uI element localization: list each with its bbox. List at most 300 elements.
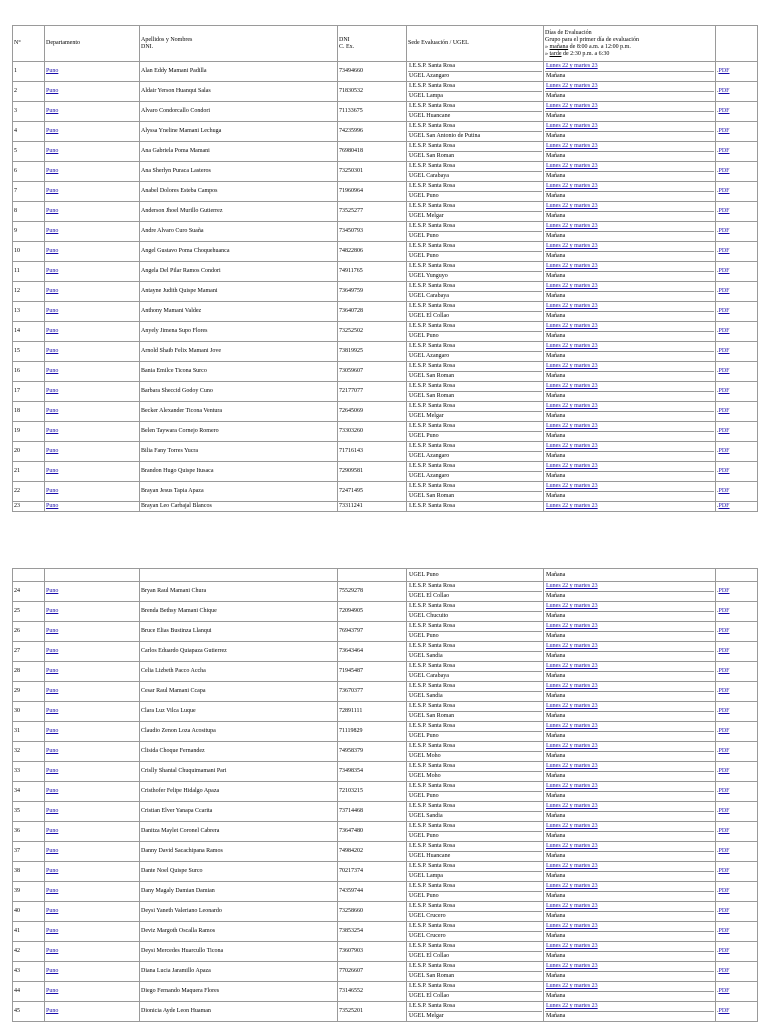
turno: Mañana [545, 231, 714, 241]
pdf-link[interactable]: PDF [718, 908, 730, 914]
sede-name: I.E.S.P. Santa Rosa [409, 163, 456, 169]
ugel-name: UGEL Lampa [408, 91, 542, 101]
pdf-link[interactable]: PDF [718, 208, 730, 214]
department-link[interactable]: Puno [46, 848, 59, 854]
pdf-dot: . [717, 248, 719, 254]
dias-link[interactable]: Lunes 22 y martes 23 [546, 283, 598, 289]
pdf-link[interactable]: PDF [718, 628, 730, 634]
sede-name: I.E.S.P. Santa Rosa [409, 863, 456, 869]
pdf-link[interactable]: PDF [718, 388, 730, 394]
table-row [13, 162, 758, 182]
dias-link[interactable]: Lunes 22 y martes 23 [546, 583, 598, 589]
turno: Mañana [545, 91, 714, 101]
turno: Mañana [545, 491, 714, 501]
pdf-link[interactable]: PDF [718, 148, 730, 154]
candidate-name: Becker Alexander Ticona Ventura [140, 402, 338, 422]
dias-link[interactable]: Lunes 22 y martes 23 [546, 723, 598, 729]
dias-link[interactable]: Lunes 22 y martes 23 [546, 243, 598, 249]
candidate-dni: 73643464 [338, 642, 407, 662]
dias-link[interactable]: Lunes 22 y martes 23 [546, 983, 598, 989]
dias-link[interactable]: Lunes 22 y martes 23 [546, 883, 598, 889]
pdf-dot: . [717, 668, 719, 674]
row-number: 17 [13, 382, 45, 402]
row-number: 15 [13, 342, 45, 362]
candidate-name: Anabel Dolores Esteba Campos [140, 182, 338, 202]
dias-link[interactable]: Lunes 22 y martes 23 [546, 83, 598, 89]
department-link[interactable]: Puno [46, 503, 59, 509]
dias-link[interactable]: Lunes 22 y martes 23 [546, 823, 598, 829]
candidate-dni: 74984202 [338, 842, 407, 862]
candidate-dni: 70217374 [338, 862, 407, 882]
pdf-dot: . [717, 728, 719, 734]
turno: Mañana [545, 651, 714, 661]
department-link[interactable]: Puno [46, 128, 59, 134]
dias-link[interactable]: Lunes 22 y martes 23 [546, 223, 598, 229]
pdf-link[interactable]: PDF [718, 488, 730, 494]
candidate-dni: 76943797 [338, 622, 407, 642]
dias-link[interactable]: Lunes 22 y martes 23 [546, 803, 598, 809]
candidate-name: Clisida Choque Fernandez [140, 742, 338, 762]
department-link[interactable]: Puno [46, 348, 59, 354]
row-number: 5 [13, 142, 45, 162]
department-link[interactable]: Puno [46, 588, 59, 594]
department-link[interactable]: Puno [46, 808, 59, 814]
sede-name: I.E.S.P. Santa Rosa [409, 923, 456, 929]
department-link[interactable]: Puno [46, 288, 59, 294]
ugel-name: UGEL Chucuito [408, 611, 542, 621]
turno: Mañana [545, 751, 714, 761]
turno: Mañana [545, 351, 714, 361]
dias-link[interactable]: Lunes 22 y martes 23 [546, 343, 598, 349]
table-row [13, 642, 758, 662]
dias-link[interactable]: Lunes 22 y martes 23 [546, 763, 598, 769]
table-row [13, 202, 758, 222]
department-link[interactable]: Puno [46, 408, 59, 414]
table-row [13, 502, 758, 512]
candidate-dni: 73498354 [338, 762, 407, 782]
department-link[interactable]: Puno [46, 608, 59, 614]
department-link[interactable]: Puno [46, 1008, 59, 1014]
pdf-dot: . [717, 168, 719, 174]
pdf-dot: . [717, 448, 719, 454]
dias-link[interactable]: Lunes 22 y martes 23 [546, 643, 598, 649]
dias-link[interactable]: Lunes 22 y martes 23 [546, 463, 598, 469]
candidate-dni: 74911765 [338, 262, 407, 282]
dias-link[interactable]: Lunes 22 y martes 23 [546, 103, 598, 109]
dias-link[interactable]: Lunes 22 y martes 23 [546, 783, 598, 789]
header-dias-t-word: tarde [549, 50, 562, 57]
table-row [13, 942, 758, 962]
candidate-name: Cristian Elver Yanapa Ccarita [140, 802, 338, 822]
header-dias-sub: Grupo para el primer día de evaluación [545, 36, 639, 43]
candidate-dni: 73853254 [338, 922, 407, 942]
dias-link[interactable]: Lunes 22 y martes 23 [546, 203, 598, 209]
dias-link[interactable]: Lunes 22 y martes 23 [546, 503, 598, 509]
department-link[interactable]: Puno [46, 668, 59, 674]
department-link[interactable]: Puno [46, 748, 59, 754]
pdf-link[interactable]: PDF [718, 608, 730, 614]
row-number: 31 [13, 722, 45, 742]
pdf-dot: . [717, 328, 719, 334]
pdf-link[interactable]: PDF [718, 288, 730, 294]
candidate-dni: 73649759 [338, 282, 407, 302]
row-number: 8 [13, 202, 45, 222]
pdf-link[interactable]: PDF [718, 448, 730, 454]
header-dias-t-bullet: » [545, 50, 550, 57]
department-link[interactable]: Puno [46, 688, 59, 694]
department-link[interactable]: Puno [46, 488, 59, 494]
dias-link[interactable]: Lunes 22 y martes 23 [546, 903, 598, 909]
pdf-dot: . [717, 368, 719, 374]
pdf-dot: . [717, 788, 719, 794]
table-row [13, 362, 758, 382]
candidate-dni: 73059607 [338, 362, 407, 382]
pdf-dot: . [717, 848, 719, 854]
candidate-dni: 71716143 [338, 442, 407, 462]
dias-link[interactable]: Lunes 22 y martes 23 [546, 123, 598, 129]
sede-name: I.E.S.P. Santa Rosa [409, 283, 456, 289]
pdf-dot: . [717, 68, 719, 74]
pdf-dot: . [717, 988, 719, 994]
candidate-name: Dante Noel Quispe Surco [140, 862, 338, 882]
row-number: 2 [13, 82, 45, 102]
row-number: 9 [13, 222, 45, 242]
department-link[interactable]: Puno [46, 368, 59, 374]
candidate-dni: 73252502 [338, 322, 407, 342]
candidate-dni: 76980418 [338, 142, 407, 162]
pdf-link[interactable]: PDF [718, 308, 730, 314]
pdf-link[interactable]: PDF [718, 328, 730, 334]
turno: Mañana [545, 671, 714, 681]
candidate-dni: 73303260 [338, 422, 407, 442]
sede-name: I.E.S.P. Santa Rosa [409, 603, 456, 609]
candidate-dni: 72094905 [338, 602, 407, 622]
dias-link[interactable]: Lunes 22 y martes 23 [546, 163, 598, 169]
pdf-link[interactable]: PDF [718, 648, 730, 654]
dias-link[interactable]: Lunes 22 y martes 23 [546, 423, 598, 429]
ugel-name: UGEL San Roman [408, 491, 542, 501]
pdf-link[interactable]: PDF [718, 268, 730, 274]
turno: Mañana [545, 731, 714, 741]
dias-link[interactable]: Lunes 22 y martes 23 [546, 683, 598, 689]
row-number: 41 [13, 922, 45, 942]
dias-link[interactable]: Lunes 22 y martes 23 [546, 303, 598, 309]
header-dias-title: Días de Evaluación [545, 29, 592, 36]
sede-name: I.E.S.P. Santa Rosa [409, 783, 456, 789]
ugel-name: UGEL Carabaya [408, 671, 542, 681]
dias-link[interactable]: Lunes 22 y martes 23 [546, 863, 598, 869]
table-row [13, 582, 758, 602]
pdf-link[interactable]: PDF [718, 968, 730, 974]
department-link[interactable]: Puno [46, 768, 59, 774]
ugel-name: UGEL Azangaro [408, 71, 542, 81]
turno: Mañana [545, 711, 714, 721]
dias-link[interactable]: Lunes 22 y martes 23 [546, 603, 598, 609]
pdf-dot: . [717, 708, 719, 714]
pdf-link[interactable]: PDF [718, 588, 730, 594]
department-link[interactable]: Puno [46, 268, 59, 274]
pdf-link[interactable]: PDF [718, 668, 730, 674]
dias-link[interactable]: Lunes 22 y martes 23 [546, 403, 598, 409]
table-row [13, 322, 758, 342]
table-row [13, 762, 758, 782]
pdf-link[interactable]: PDF [718, 408, 730, 414]
table-row [13, 802, 758, 822]
candidate-name: Barbara Sheccid Godoy Cuno [140, 382, 338, 402]
pdf-link[interactable]: PDF [718, 708, 730, 714]
pdf-link[interactable]: PDF [718, 788, 730, 794]
candidate-dni: 74359744 [338, 882, 407, 902]
pdf-dot: . [717, 908, 719, 914]
ugel-name: UGEL San Roman [408, 391, 542, 401]
pdf-dot: . [717, 608, 719, 614]
pdf-link[interactable]: PDF [718, 168, 730, 174]
row-number: 7 [13, 182, 45, 202]
candidate-name: Diego Fernando Maquera Flores [140, 982, 338, 1002]
row-number: 11 [13, 262, 45, 282]
table-row [13, 402, 758, 422]
department-link[interactable]: Puno [46, 68, 59, 74]
ugel-name: UGEL Carabaya [408, 291, 542, 301]
pdf-dot: . [717, 488, 719, 494]
pdf-link[interactable]: PDF [718, 988, 730, 994]
table-row [13, 602, 758, 622]
cont-ugel: UGEL Puno [409, 571, 439, 578]
dias-link[interactable]: Lunes 22 y martes 23 [546, 703, 598, 709]
pdf-link[interactable]: PDF [718, 928, 730, 934]
pdf-link[interactable]: PDF [718, 228, 730, 234]
table-row [13, 462, 758, 482]
cont-turno: Mañana [546, 571, 566, 578]
pdf-link[interactable]: PDF [718, 748, 730, 754]
pdf-dot: . [717, 828, 719, 834]
sede-name: I.E.S.P. Santa Rosa [409, 143, 456, 149]
dias-link[interactable]: Lunes 22 y martes 23 [546, 923, 598, 929]
department-link[interactable]: Puno [46, 308, 59, 314]
pdf-dot: . [717, 1008, 719, 1014]
turno: Mañana [545, 871, 714, 881]
header-department: Departamento [45, 26, 140, 62]
candidate-name: Carlos Eduardo Quiapaza Gutierrez [140, 642, 338, 662]
dias-link[interactable]: Lunes 22 y martes 23 [546, 443, 598, 449]
pdf-dot: . [717, 928, 719, 934]
candidate-name: Deysi Mercedes Huarcullo Ticona [140, 942, 338, 962]
header-names-dni: DNI. [141, 43, 154, 50]
sede-name: I.E.S.P. Santa Rosa [409, 803, 456, 809]
pdf-link[interactable]: PDF [718, 88, 730, 94]
department-link[interactable]: Puno [46, 948, 59, 954]
sede-name: I.E.S.P. Santa Rosa [409, 623, 456, 629]
ugel-name: UGEL San Roman [408, 711, 542, 721]
turno: Mañana [545, 371, 714, 381]
candidate-dni: 73640728 [338, 302, 407, 322]
ugel-name: UGEL Azangaro [408, 451, 542, 461]
row-number: 39 [13, 882, 45, 902]
dias-link[interactable]: Lunes 22 y martes 23 [546, 323, 598, 329]
sede-name: I.E.S.P. Santa Rosa [409, 843, 456, 849]
pdf-link[interactable]: PDF [718, 348, 730, 354]
ugel-name: UGEL Puno [408, 731, 542, 741]
dias-link[interactable]: Lunes 22 y martes 23 [546, 963, 598, 969]
table-row [13, 782, 758, 802]
ugel-name: UGEL Puno [408, 891, 542, 901]
dias-link[interactable]: Lunes 22 y martes 23 [546, 483, 598, 489]
department-link[interactable]: Puno [46, 708, 59, 714]
department-link[interactable]: Puno [46, 388, 59, 394]
pdf-link[interactable]: PDF [718, 128, 730, 134]
candidate-dni: 73258660 [338, 902, 407, 922]
department-link[interactable]: Puno [46, 428, 59, 434]
sede-name: I.E.S.P. Santa Rosa [409, 303, 456, 309]
sede-name: I.E.S.P. Santa Rosa [409, 503, 456, 509]
pdf-link[interactable]: PDF [718, 468, 730, 474]
department-link[interactable]: Puno [46, 648, 59, 654]
candidate-name: Brayan Leo Carbajal Blancos [140, 502, 338, 512]
results-table-page-2 [12, 568, 758, 1022]
dias-link[interactable]: Lunes 22 y martes 23 [546, 1003, 598, 1009]
department-link[interactable]: Puno [46, 88, 59, 94]
row-number: 30 [13, 702, 45, 722]
candidate-name: Crislly Shantal Chuquimamani Pari [140, 762, 338, 782]
pdf-dot: . [717, 688, 719, 694]
dias-link[interactable]: Lunes 22 y martes 23 [546, 623, 598, 629]
candidate-dni: 73250301 [338, 162, 407, 182]
turno: Mañana [545, 991, 714, 1001]
row-number: 12 [13, 282, 45, 302]
department-link[interactable]: Puno [46, 188, 59, 194]
department-link[interactable]: Puno [46, 888, 59, 894]
dias-link[interactable]: Lunes 22 y martes 23 [546, 63, 598, 69]
candidate-name: Brayan Jesus Tapia Apaza [140, 482, 338, 502]
candidate-name: Antayne Judith Quispe Mamani [140, 282, 338, 302]
department-link[interactable]: Puno [46, 148, 59, 154]
pdf-link[interactable]: PDF [718, 368, 730, 374]
dias-link[interactable]: Lunes 22 y martes 23 [546, 383, 598, 389]
candidate-name: Bilia Fany Torres Yucra [140, 442, 338, 462]
department-link[interactable]: Puno [46, 968, 59, 974]
department-link[interactable]: Puno [46, 328, 59, 334]
header-names-label: Apellidos y Nombres [141, 36, 193, 43]
turno: Mañana [545, 291, 714, 301]
turno: Mañana [545, 131, 714, 141]
table-row [13, 102, 758, 122]
sede-name: I.E.S.P. Santa Rosa [409, 763, 456, 769]
department-link[interactable]: Puno [46, 468, 59, 474]
pdf-link[interactable]: PDF [718, 503, 730, 509]
sede-name: I.E.S.P. Santa Rosa [409, 443, 456, 449]
row-number: 27 [13, 642, 45, 662]
dias-link[interactable]: Lunes 22 y martes 23 [546, 183, 598, 189]
turno: Mañana [545, 811, 714, 821]
sede-name: I.E.S.P. Santa Rosa [409, 683, 456, 689]
sede-name: I.E.S.P. Santa Rosa [409, 663, 456, 669]
candidate-name: Deviz Margoth Oscalla Ramos [140, 922, 338, 942]
pdf-link[interactable]: PDF [718, 108, 730, 114]
table-row [13, 962, 758, 982]
row-number: 29 [13, 682, 45, 702]
department-link[interactable]: Puno [46, 988, 59, 994]
dias-link[interactable]: Lunes 22 y martes 23 [546, 843, 598, 849]
department-link[interactable]: Puno [46, 168, 59, 174]
table-row [13, 442, 758, 462]
dias-link[interactable]: Lunes 22 y martes 23 [546, 743, 598, 749]
candidate-name: Danitza Maylet Coronel Cabrera [140, 822, 338, 842]
department-link[interactable]: Puno [46, 788, 59, 794]
table-row [13, 982, 758, 1002]
department-link[interactable]: Puno [46, 208, 59, 214]
sede-name: I.E.S.P. Santa Rosa [409, 63, 456, 69]
table-row [13, 222, 758, 242]
pdf-link[interactable]: PDF [718, 828, 730, 834]
candidate-dni: 73647480 [338, 822, 407, 842]
row-number: 24 [13, 582, 45, 602]
row-number: 19 [13, 422, 45, 442]
ugel-name: UGEL Melgar [408, 1011, 542, 1021]
sede-name: I.E.S.P. Santa Rosa [409, 723, 456, 729]
dias-link[interactable]: Lunes 22 y martes 23 [546, 363, 598, 369]
candidate-dni: 71945487 [338, 662, 407, 682]
sede-name: I.E.S.P. Santa Rosa [409, 423, 456, 429]
pdf-link[interactable]: PDF [718, 728, 730, 734]
department-link[interactable]: Puno [46, 868, 59, 874]
turno: Mañana [545, 1011, 714, 1021]
department-link[interactable]: Puno [46, 828, 59, 834]
department-link[interactable]: Puno [46, 448, 59, 454]
department-link[interactable]: Puno [46, 108, 59, 114]
pdf-link[interactable]: PDF [718, 948, 730, 954]
candidate-dni: 72891111 [338, 702, 407, 722]
table-row [13, 62, 758, 82]
dias-link[interactable]: Lunes 22 y martes 23 [546, 663, 598, 669]
ugel-name: UGEL Azangaro [408, 471, 542, 481]
candidate-dni: 72103215 [338, 782, 407, 802]
department-link[interactable]: Puno [46, 628, 59, 634]
table-row [13, 822, 758, 842]
dias-link[interactable]: Lunes 22 y martes 23 [546, 143, 598, 149]
pdf-link[interactable]: PDF [718, 688, 730, 694]
sede-name: I.E.S.P. Santa Rosa [409, 643, 456, 649]
department-link[interactable]: Puno [46, 248, 59, 254]
header-dni-cex: C. Ex. [339, 43, 355, 50]
row-number: 23 [13, 502, 45, 512]
department-link[interactable]: Puno [46, 728, 59, 734]
pdf-link[interactable]: PDF [718, 888, 730, 894]
candidate-dni: 73311241 [338, 502, 407, 512]
department-link[interactable]: Puno [46, 908, 59, 914]
pdf-link[interactable]: PDF [718, 428, 730, 434]
pdf-link[interactable]: PDF [718, 1008, 730, 1014]
table-row [13, 282, 758, 302]
row-number: 43 [13, 962, 45, 982]
department-link[interactable]: Puno [46, 228, 59, 234]
table-row [13, 482, 758, 502]
sede-name: I.E.S.P. Santa Rosa [409, 183, 456, 189]
department-link[interactable]: Puno [46, 928, 59, 934]
dias-link[interactable]: Lunes 22 y martes 23 [546, 943, 598, 949]
candidate-name: Danny David Sacachipana Ramos [140, 842, 338, 862]
pdf-link[interactable]: PDF [718, 808, 730, 814]
pdf-link[interactable]: PDF [718, 848, 730, 854]
sede-name: I.E.S.P. Santa Rosa [409, 583, 456, 589]
pdf-link[interactable]: PDF [718, 68, 730, 74]
dias-link[interactable]: Lunes 22 y martes 23 [546, 263, 598, 269]
pdf-link[interactable]: PDF [718, 188, 730, 194]
pdf-link[interactable]: PDF [718, 868, 730, 874]
row-number: 10 [13, 242, 45, 262]
turno: Mañana [545, 471, 714, 481]
pdf-link[interactable]: PDF [718, 768, 730, 774]
pdf-link[interactable]: PDF [718, 248, 730, 254]
